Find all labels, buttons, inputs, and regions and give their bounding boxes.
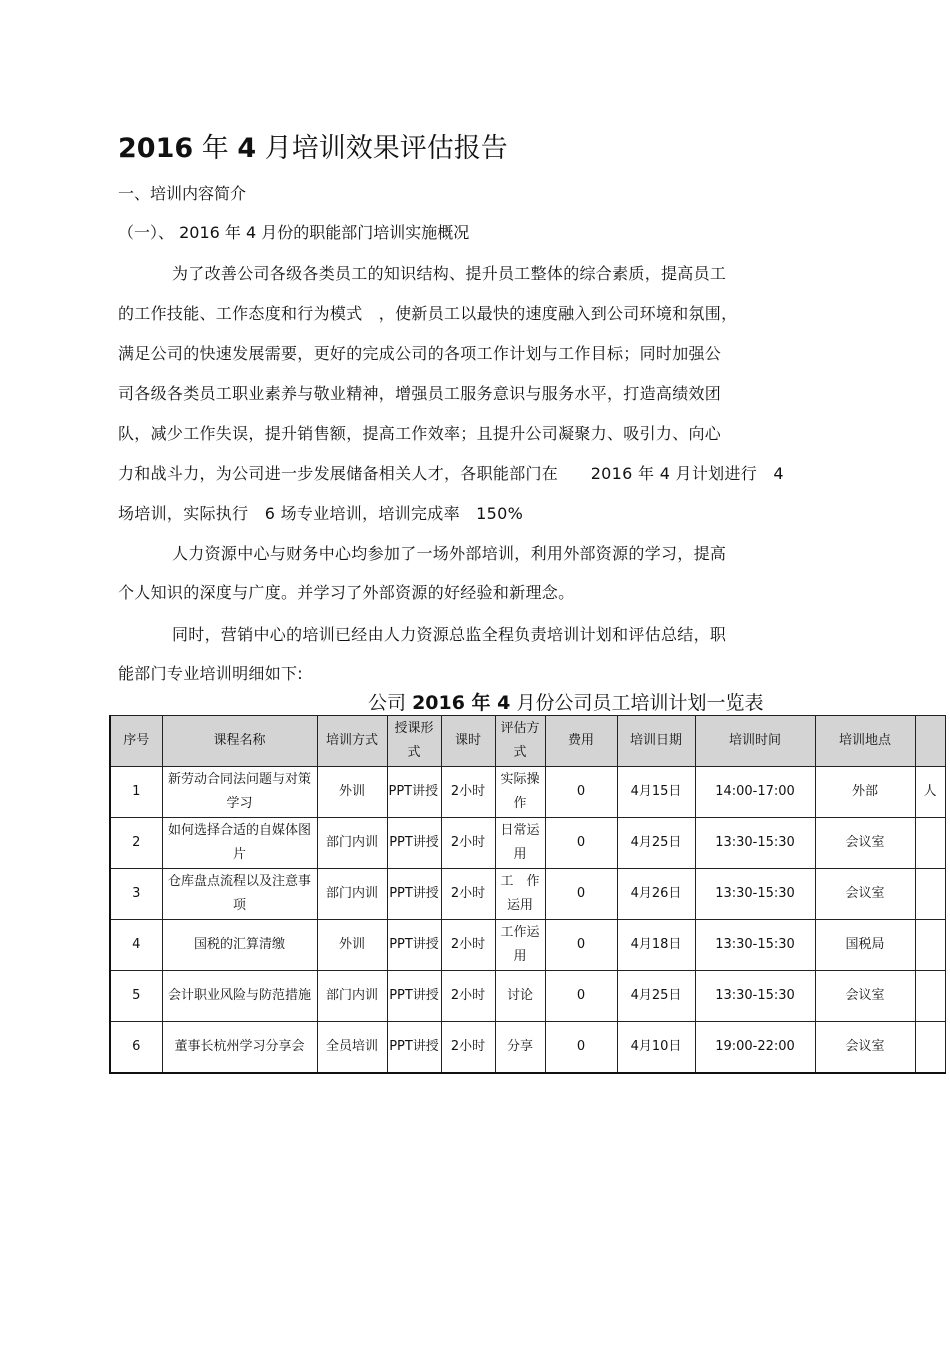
- table-cell: [915, 1022, 945, 1074]
- table-cell: 0: [545, 767, 617, 818]
- header-cell: 费用: [545, 716, 617, 767]
- table-cell: 全员培训: [317, 1022, 387, 1074]
- subsection-heading: （一）、 2016 年 4 月份的职能部门培训实施概况: [118, 223, 470, 242]
- table-cell: 会计职业风险与防范措施: [162, 971, 317, 1022]
- table-cell: 0: [545, 869, 617, 920]
- table-cell: 部门内训: [317, 971, 387, 1022]
- table-cell: 部门内训: [317, 818, 387, 869]
- header-cell: 培训方式: [317, 716, 387, 767]
- table-cell: 部门内训: [317, 869, 387, 920]
- table-cell: 会议室: [815, 971, 915, 1022]
- table-cell: 3: [110, 869, 162, 920]
- table-cell: 4月15日: [617, 767, 695, 818]
- table-cell: 外部: [815, 767, 915, 818]
- header-cell: 课时: [441, 716, 495, 767]
- table-cell: 6: [110, 1022, 162, 1074]
- table-cell: [915, 818, 945, 869]
- table-row: [110, 767, 945, 818]
- header-cell: 课程名称: [162, 716, 317, 767]
- table-cell: PPT讲授: [387, 818, 441, 869]
- table-cell: 工作运用: [495, 920, 545, 971]
- table-cell: 2小时: [441, 869, 495, 920]
- table-cell: 2小时: [441, 767, 495, 818]
- table-cell: 0: [545, 1022, 617, 1074]
- paragraph-line: 个人知识的深度与广度。并学习了外部资源的好经验和新理念。: [118, 583, 575, 602]
- paragraph-line: 为了改善公司各级各类员工的知识结构、提升员工整体的综合素质，提高员工: [172, 264, 727, 283]
- paragraph-line: 队，减少工作失误，提升销售额，提高工作效率；且提升公司凝聚力、吸引力、向心: [118, 424, 722, 443]
- table-cell: 4: [110, 920, 162, 971]
- table-cell: 2小时: [441, 1022, 495, 1074]
- table-cell: 工 作运用: [495, 869, 545, 920]
- paragraph-line: 满足公司的快速发展需要，更好的完成公司的各项工作计划与工作目标；同时加强公: [118, 344, 722, 363]
- table-cell: 日常运用: [495, 818, 545, 869]
- header-cell: 培训地点: [815, 716, 915, 767]
- table-cell: 4月10日: [617, 1022, 695, 1074]
- page-title: 2016 年 4 月培训效果评估报告: [118, 133, 508, 164]
- table-cell: 会议室: [815, 869, 915, 920]
- header-cell: 序号: [110, 716, 162, 767]
- training-plan-table: [109, 715, 946, 1074]
- table-cell: [915, 971, 945, 1022]
- header-cell: 培训日期: [617, 716, 695, 767]
- paragraph-line: 的工作技能、工作态度和行为模式 ，使新员工以最快的速度融入到公司环境和氛围，: [118, 304, 738, 323]
- table-cell: 0: [545, 971, 617, 1022]
- header-cell: [915, 716, 945, 767]
- table-cell: PPT讲授: [387, 920, 441, 971]
- table-cell: 2小时: [441, 920, 495, 971]
- table-cell: 外训: [317, 920, 387, 971]
- paragraph-line: 场培训，实际执行 6 场专业培训，培训完成率 150%: [118, 504, 524, 523]
- table-cell: 13:30-15:30: [695, 920, 815, 971]
- table-cell: 14:00-17:00: [695, 767, 815, 818]
- table-cell: 5: [110, 971, 162, 1022]
- paragraph-line: 同时，营销中心的培训已经由人力资源总监全程负责培训计划和评估总结，职: [172, 625, 727, 644]
- table-cell: 4月26日: [617, 869, 695, 920]
- table-row: [110, 971, 945, 1022]
- table-cell: 新劳动合同法问题与对策学习: [162, 767, 317, 818]
- table-row: [110, 1022, 945, 1074]
- table-cell: 如何选择合适的自媒体图片: [162, 818, 317, 869]
- table-cell: 外训: [317, 767, 387, 818]
- paragraph-line: 司各级各类员工职业素养与敬业精神，增强员工服务意识与服务水平，打造高绩效团: [118, 384, 722, 403]
- table-cell: PPT讲授: [387, 767, 441, 818]
- table-cell: 2小时: [441, 818, 495, 869]
- table-cell: 4月18日: [617, 920, 695, 971]
- table-cell: 13:30-15:30: [695, 818, 815, 869]
- table-cell: PPT讲授: [387, 869, 441, 920]
- table-cell: PPT讲授: [387, 971, 441, 1022]
- table-cell: 国税的汇算清缴: [162, 920, 317, 971]
- table-cell: [915, 920, 945, 971]
- table-cell: 13:30-15:30: [695, 971, 815, 1022]
- table-cell: 仓库盘点流程以及注意事项: [162, 869, 317, 920]
- paragraph-line: 力和战斗力，为公司进一步发展储备相关人才，各职能部门在 2016 年 4 月计划进行 4: [118, 464, 784, 483]
- table-cell: 董事长杭州学习分享会: [162, 1022, 317, 1074]
- table-caption: 公司 2016 年 4 月份公司员工培训计划一览表: [368, 692, 764, 714]
- table-row: [110, 818, 945, 869]
- table-cell: 人: [915, 767, 945, 818]
- section-heading: 一、培训内容简介: [118, 184, 247, 203]
- table-cell: 讨论: [495, 971, 545, 1022]
- table-row: [110, 920, 945, 971]
- table-cell: 0: [545, 818, 617, 869]
- table-cell: 19:00-22:00: [695, 1022, 815, 1074]
- header-cell: 培训时间: [695, 716, 815, 767]
- table-cell: PPT讲授: [387, 1022, 441, 1074]
- table-cell: 2: [110, 818, 162, 869]
- table-cell: 会议室: [815, 1022, 915, 1074]
- table-row: [110, 869, 945, 920]
- table-cell: 1: [110, 767, 162, 818]
- table-cell: 2小时: [441, 971, 495, 1022]
- table-cell: 4月25日: [617, 818, 695, 869]
- table-cell: [915, 869, 945, 920]
- table-cell: 分享: [495, 1022, 545, 1074]
- paragraph-line: 人力资源中心与财务中心均参加了一场外部培训，利用外部资源的学习，提高: [172, 544, 727, 563]
- table-cell: 国税局: [815, 920, 915, 971]
- table-cell: 4月25日: [617, 971, 695, 1022]
- table-cell: 0: [545, 920, 617, 971]
- table-cell: 13:30-15:30: [695, 869, 815, 920]
- paragraph-line: 能部门专业培训明细如下:: [118, 664, 303, 683]
- table-cell: 实际操作: [495, 767, 545, 818]
- header-cell: 评估方式: [495, 716, 545, 767]
- table-header-row: [110, 716, 945, 767]
- table-cell: 会议室: [815, 818, 915, 869]
- header-cell: 授课形式: [387, 716, 441, 767]
